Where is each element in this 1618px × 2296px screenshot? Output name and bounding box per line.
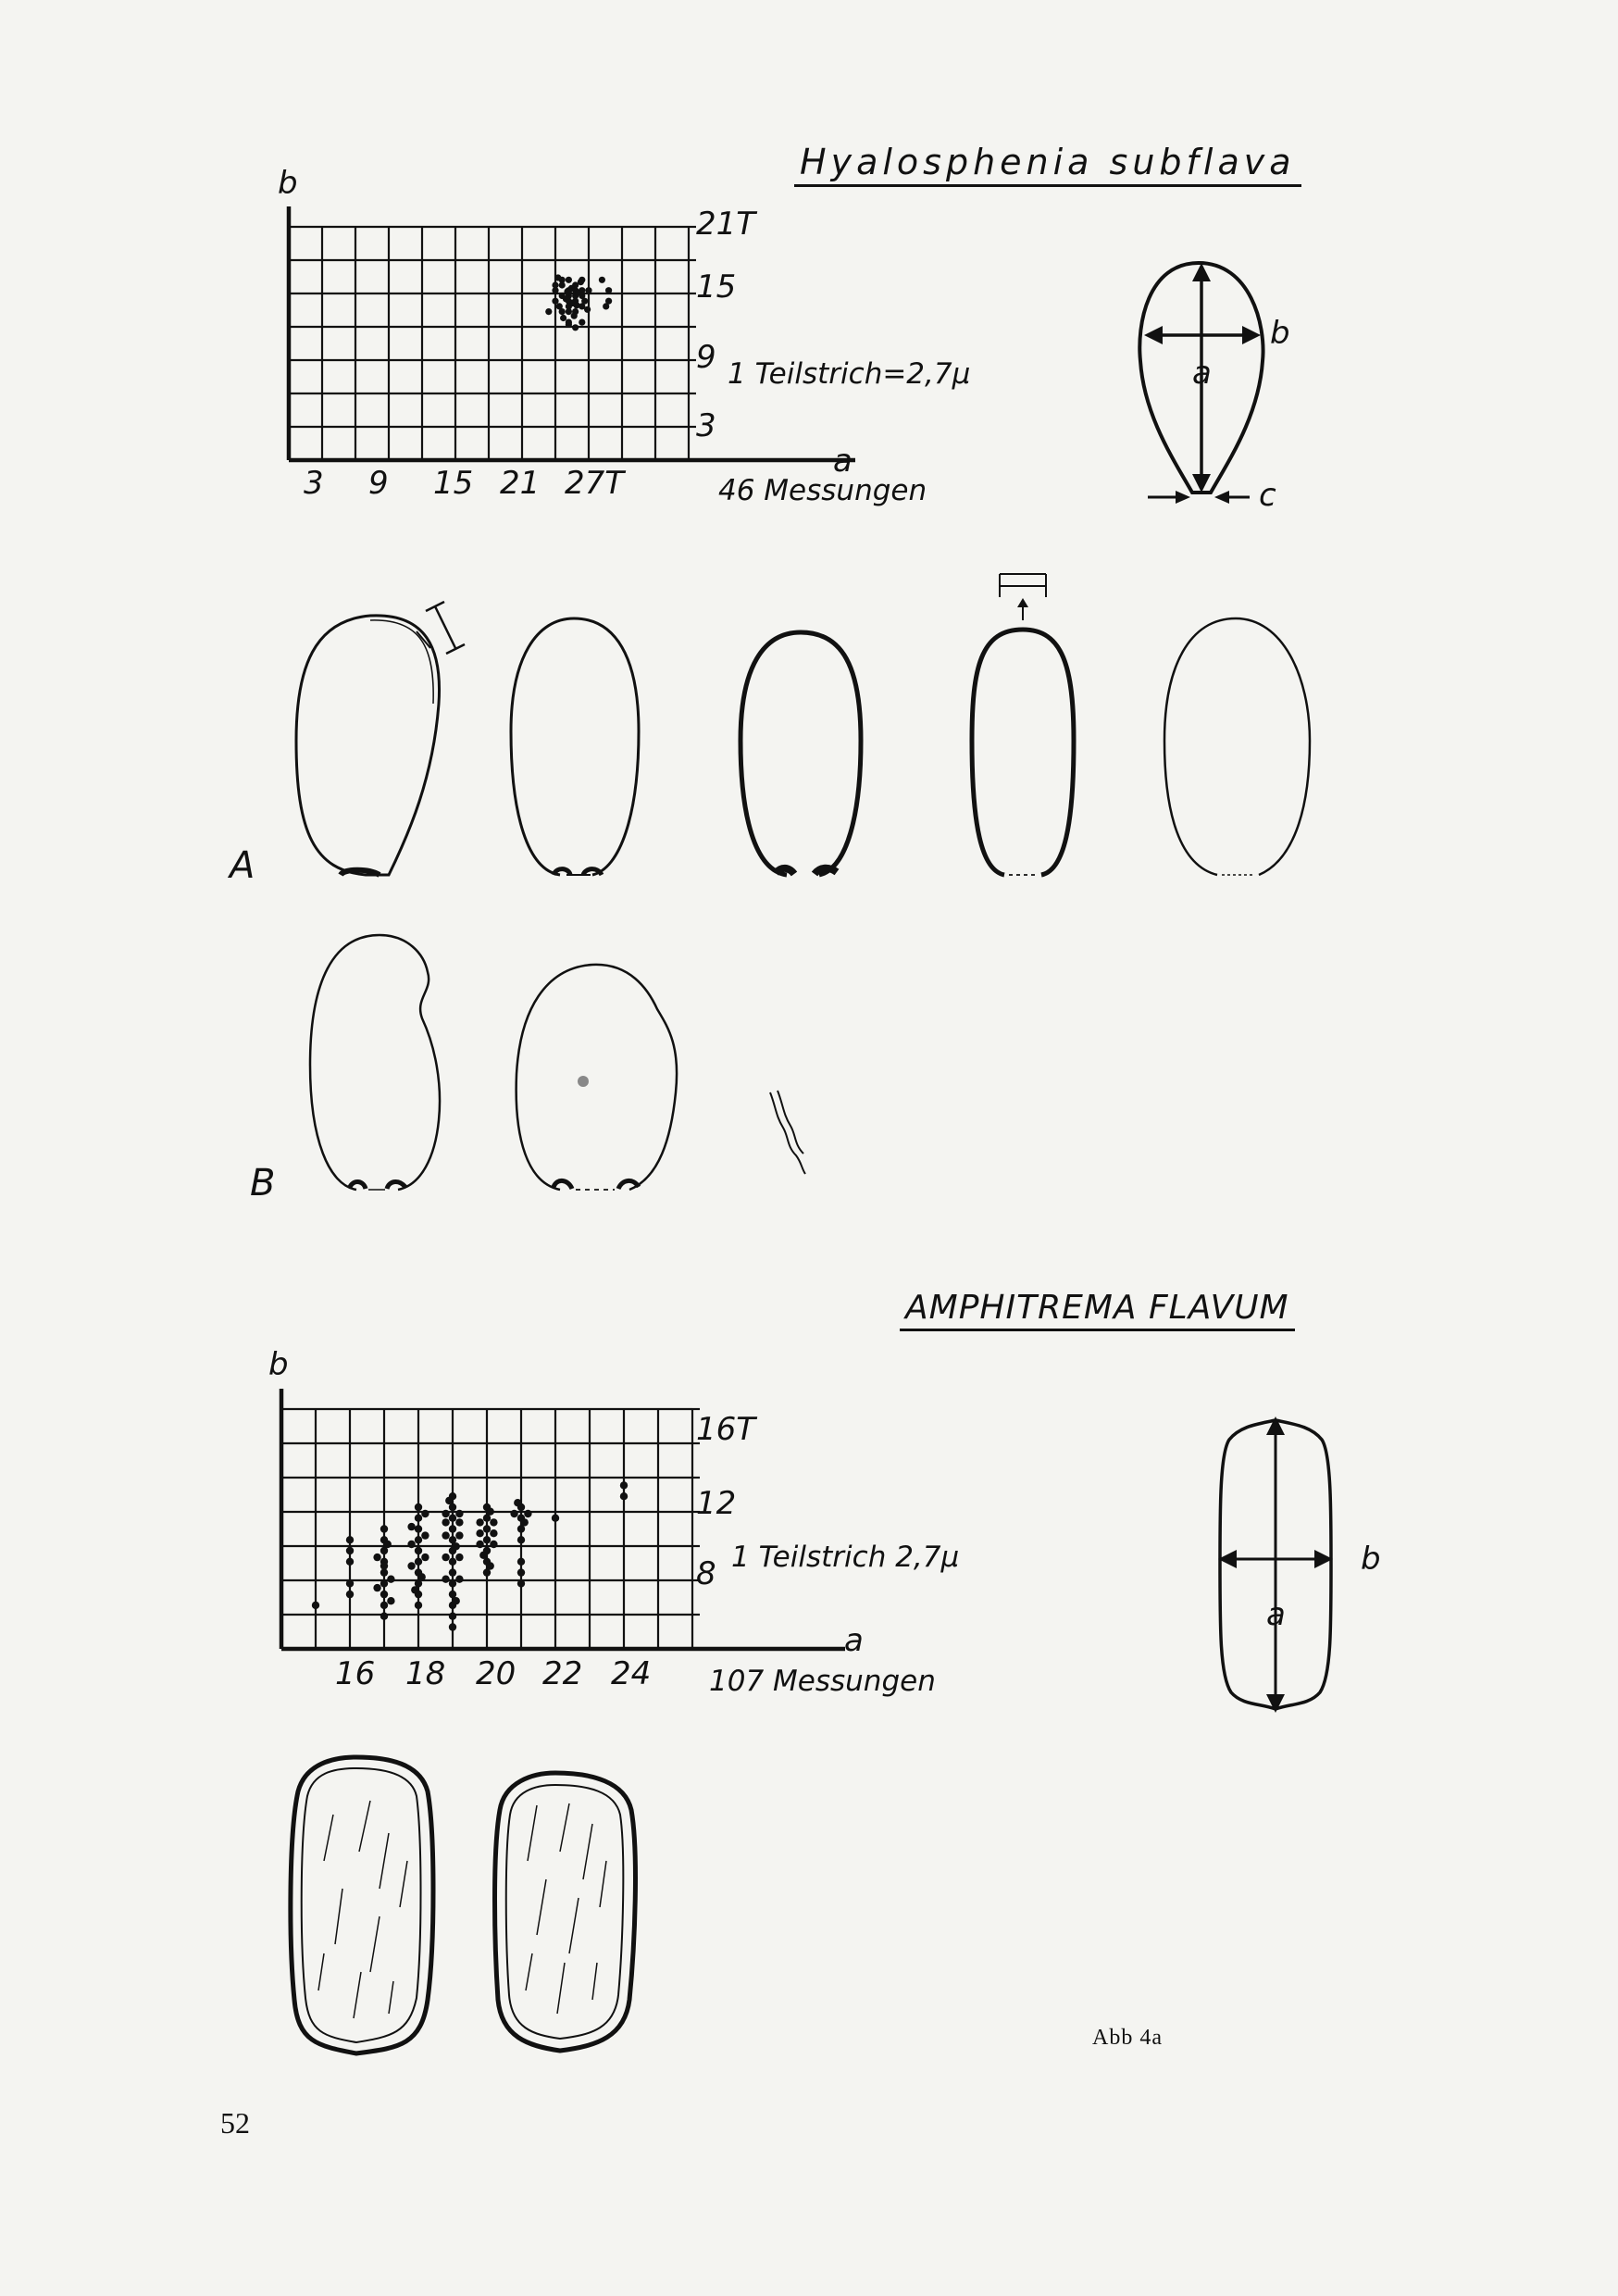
species-title-hyalosphenia: Hyalosphenia subflava bbox=[794, 142, 1301, 187]
chart-bottom-a-axis-label: a bbox=[844, 1622, 864, 1659]
chart-top-xtick-21: 21 bbox=[500, 465, 541, 502]
schematic-bottom-label-a: a bbox=[1266, 1596, 1286, 1633]
page-number: 52 bbox=[220, 2106, 250, 2140]
chart-top-a-axis-label: a bbox=[833, 443, 853, 480]
chart-top-ytick-9: 9 bbox=[696, 339, 716, 376]
chart-top-ytick-3: 3 bbox=[696, 407, 716, 444]
amphitrema-shell-1 bbox=[291, 1757, 433, 2053]
chart-top-xtick-9: 9 bbox=[368, 465, 389, 502]
chart-top-xtick-27: 27T bbox=[565, 465, 625, 502]
chart-top-count-note: 46 Messungen bbox=[718, 474, 927, 507]
species-title-amphitrema: AMPHITREMA FLAVUM bbox=[900, 1289, 1295, 1331]
chart-top-ytick-15: 15 bbox=[696, 268, 737, 306]
amphitrema-shell-2 bbox=[495, 1773, 636, 2051]
chart-bottom-ytick-16: 16T bbox=[696, 1411, 756, 1448]
schematic-bottom-label-b: b bbox=[1361, 1541, 1381, 1578]
chart-top-b-axis-label: b bbox=[278, 165, 298, 202]
schematic-top-label-c: c bbox=[1259, 477, 1276, 514]
chart-bottom-xtick-20: 20 bbox=[476, 1655, 517, 1692]
chart-top-scale-note: 1 Teilstrich=2,7µ bbox=[728, 357, 971, 391]
chart-bottom-xtick-16: 16 bbox=[335, 1655, 376, 1692]
chart-top-ytick-21: 21T bbox=[696, 206, 756, 243]
chart-top-xtick-3: 3 bbox=[304, 465, 324, 502]
figure-label: Abb 4a bbox=[1092, 2026, 1163, 2050]
chart-bottom-xtick-18: 18 bbox=[405, 1655, 446, 1692]
chart-bottom-xtick-22: 22 bbox=[542, 1655, 583, 1692]
chart-bottom-ytick-8: 8 bbox=[696, 1555, 716, 1592]
row-label-a: A bbox=[230, 844, 255, 887]
schematic-top-label-a: a bbox=[1192, 355, 1212, 392]
chart-top-xtick-15: 15 bbox=[433, 465, 474, 502]
schematic-top-label-b: b bbox=[1270, 315, 1290, 352]
chart-bottom-scale-note: 1 Teilstrich 2,7µ bbox=[731, 1541, 960, 1574]
chart-bottom-count-note: 107 Messungen bbox=[709, 1665, 936, 1698]
chart-bottom-xtick-24: 24 bbox=[611, 1655, 652, 1692]
chart-bottom-ytick-12: 12 bbox=[696, 1485, 737, 1522]
row-label-b: B bbox=[250, 1162, 276, 1204]
chart-bottom-b-axis-label: b bbox=[268, 1346, 289, 1383]
